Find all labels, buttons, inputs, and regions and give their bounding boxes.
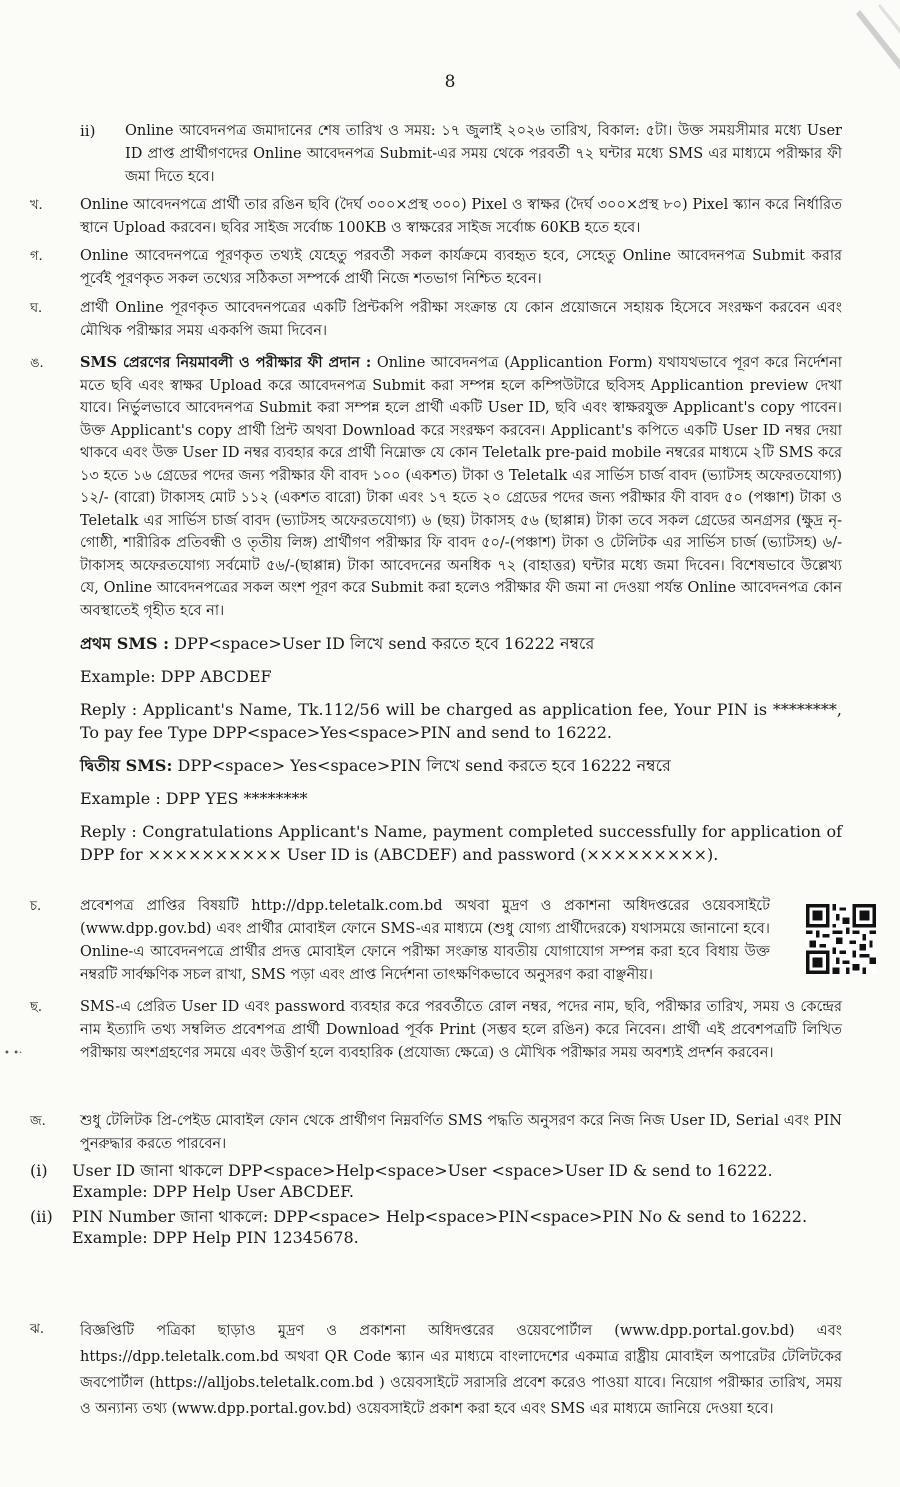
- item-marker: জ.: [30, 1114, 46, 1129]
- list-item-marker: (ii): [30, 1207, 53, 1226]
- item-marker: ঘ.: [30, 301, 43, 316]
- list-item: [30, 1160, 842, 1181]
- item-jha: [30, 1318, 842, 1422]
- list-item-text: User ID জানা থাকলে DPP<space>Help<space>User <space>User ID & send to 16222.: [72, 1161, 773, 1180]
- sms-rules-heading: SMS প্রেরণের নিয়মাবলী ও পরীক্ষার ফী প্রদান :: [80, 354, 372, 371]
- list-item-text: PIN Number জানা থাকলে: DPP<space> Help<space>PIN<space>PIN No & send to 16222.: [72, 1207, 808, 1226]
- first-sms-example: Example: DPP ABCDEF: [80, 667, 272, 686]
- item-chha: [30, 996, 842, 1065]
- item-text: বিজ্ঞপ্তিটি পত্রিকা ছাড়াও মুদ্রণ ও প্রকাশনা অধিদপ্তরের ওয়েবপোর্টাল (www.dpp.portal.gov.bd) এবং https://dpp.teletalk.com.bd অথবা QR Code স্ক্যান এর মাধ্যমে বাংলাদেশের একমাত্র রাষ্ট্রীয় মোবাইল অপারেটর টেলিটকের জবপোর্টাল (https://alljobs.teletalk.com.bd ) ওয়েবসাইটে সরাসরি প্রবেশ করেও পাওয়া যাবে। নিয়োগ পরীক্ষার তারিখ, সময় ও অন্যান্য তথ্য (www.dpp.portal.gov.bd) ওয়েবসাইটে প্রকাশ করা হবে এবং SMS এর মাধ্যমে জানিয়ে দেওয়া হবে।: [80, 1323, 842, 1417]
- list-item: [30, 1206, 842, 1227]
- item-text: Online আবেদনপত্রে পূরণকৃত তথ্যই যেহেতু পরবর্তী সকল কার্যক্রমে ব্যবহৃত হবে, সেহেতু Online আবেদনপত্র Submit করার পূর্বেই পূরণকৃত সকল তথ্যের সঠিকতা সম্পর্কে প্রার্থী নিজে শতভাগ নিশ্চিত হবেন।: [80, 248, 842, 287]
- item-text: Online আবেদনপত্রে প্রার্থী তার রঙিন ছবি (দৈর্ঘ ৩০০×প্রস্থ ৩০০) Pixel ও স্বাক্ষর (দৈর্ঘ ৩০০×প্রস্থ ৮০) Pixel স্ক্যান করে নির্ধারিত স্থানে Upload করবেন। ছবির সাইজ সর্বোচ্চ 100KB ও স্বাক্ষরের সাইজ সর্বোচ্চ 60KB হতে হবে।: [80, 197, 842, 236]
- item-text: [80, 352, 842, 622]
- sms-rules-text: Online আবেদনপত্র (Applicantion Form) যথাযথভাবে পূরণ করে নির্দেশনা মতে ছবি এবং স্বাক্ষর Upload করে আবেদনপত্র Submit করা সম্পন্ন হলে কম্পিউটারে ছবিসহ Applicantion preview দেখা যাবে। নির্ভুলভাবে আবেদনপত্র Submit করা সম্পন্ন হলে প্রার্থী একটি User ID, ছবি এবং স্বাক্ষরযুক্ত Applicant's copy পাবেন। উক্ত Applicant's copy প্রার্থী প্রিন্ট অথবা Download করে সংরক্ষণ করবেন। Applicant's কপিতে একটি User ID নম্বর দেয়া থাকবে এবং উক্ত User ID নম্বর ব্যবহার করে প্রার্থী নিম্নোক্ত যে কোন Teletalk pre-paid mobile নম্বরের মাধ্যমে ২টি SMS করে ১৩ হতে ১৬ গ্রেডের পদের জন্য পরীক্ষার ফী বাবদ ১০০ (একশত) টাকা ও Teletalk এর সার্ভিস চার্জ বাবদ (ভ্যাটসহ অফেরতযোগ্য) ১২/- (বারো) টাকাসহ মোট ১১২ (একশত বারো) টাকা এবং ১৭ হতে ২০ গ্রেডের পদের জন্য পরীক্ষার ফী বাবদ ৫০ (পঞ্চাশ) টাকা ও Teletalk এর সার্ভিস চার্জ বাবদ (ভ্যাটসহ অফেরতযোগ্য) ৬ (ছয়) টাকাসহ ৫৬ (ছাপ্পান্ন) টাকা তবে সকল গ্রেডের অনগ্রসর (ক্ষুদ্র নৃ-গোষ্ঠী, শারীরিক প্রতিবন্ধী ও তৃতীয় লিঙ্গ) প্রার্থীগণ পরীক্ষার ফি বাবদ ৫০/-(পঞ্চাশ) টাকা ও টেলিটক এর সার্ভিস চার্জ (ভ্যাটসহ) ৬/-টাকাসহ অফেরতযোগ্য সর্বমোট ৫৬/-(ছাপ্পান্ন) টাকা আবেদনের অনধিক ৭২ (বাহাত্তর) ঘন্টার মধ্যে জমা দিবেন। বিশেষভাবে উল্লেখ্য যে, Online আবেদনপত্রের সকল অংশ পূরণ করে Submit করা হলেও পরীক্ষার ফী জমা না দেওয়া পর্যন্ত Online আবেদনপত্র কোন অবস্থাতেই গৃহীত হবে না।: [80, 355, 842, 619]
- item-marker: চ.: [30, 899, 42, 914]
- second-sms-label: দ্বিতীয় SMS:: [80, 756, 173, 775]
- first-sms-label: প্রথম SMS :: [80, 634, 170, 653]
- item-text: শুধু টেলিটক প্রি-পেইড মোবাইল ফোন থেকে প্রার্থীগণ নিম্নবর্ণিত SMS পদ্ধতি অনুসরণ করে নিজ নিজ User ID, Serial এবং PIN পুনরুদ্ধার করতে পারবেন।: [80, 1113, 842, 1152]
- item-marker: ii): [80, 122, 96, 140]
- item-text: প্রবেশপত্র প্রাপ্তির বিষয়টি http://dpp.teletalk.com.bd অথবা মুদ্রণ ও প্রকাশনা অধিদপ্তরের ওয়েবসাইটে (www.dpp.gov.bd) এবং প্রার্থীর মোবাইল ফোনে SMS-এর মাধ্যমে (শুধু যোগ্য প্রার্থীদেরকে) যথাসময়ে জানানো হবে। Online-এ আবেদনপত্রে প্রার্থীর প্রদত্ত মোবাইল ফোনে পরীক্ষা সংক্রান্ত যাবতীয় যোগাযোগ সম্পন্ন করা হবে বিধায় উক্ত নম্বরটি সার্বক্ষণিক সচল রাখা, SMS পড়া এবং প্রাপ্ত নির্দেশনা তাৎক্ষণিকভাবে অনুসরণ করা বাঞ্ছনীয়।: [80, 898, 770, 983]
- scan-speck: • •·: [4, 1048, 23, 1059]
- second-sms: [80, 754, 842, 777]
- item-ga: [30, 245, 842, 291]
- list-item-example: Example: DPP Help User ABCDEF.: [72, 1182, 354, 1201]
- item-gha: [30, 297, 842, 343]
- second-sms-text: DPP<space> Yes<space>PIN লিখে send করতে হবে 16222 নম্বরে: [177, 756, 671, 775]
- first-sms: [80, 632, 842, 655]
- item-text: SMS-এ প্রেরিত User ID এবং password ব্যবহার করে পরবর্তীতে রোল নম্বর, পদের নাম, ছবি, পরীক্ষার তারিখ, সময় ও কেন্দ্রের নাম ইত্যাদি তথ্য সম্বলিত প্রবেশপত্র প্রার্থী Download পূর্বক Print (সম্ভব হলে রঙিন) করে নিবেন। প্রার্থী এই প্রবেশপত্রটি লিখিত পরীক্ষায় অংশগ্রহণের সময়ে এবং উত্তীর্ণ হলে ব্যবহারিক (প্রযোজ্য ক্ষেত্রে) ও মৌখিক পরীক্ষার সময় অবশ্যই প্রদর্শন করবেন।: [80, 999, 842, 1061]
- first-sms-reply: Reply : Applicant's Name, Tk.112/56 will be charged as application fee, Your PIN is ********, To pay fee Type DPP<space>Yes<space>PIN and send to 16222.: [80, 700, 842, 742]
- second-sms-example: Example : DPP YES ********: [80, 789, 308, 808]
- item-text: প্রার্থী Online পূরণকৃত আবেদনপত্রের একটি প্রিন্টকপি পরীক্ষা সংক্রান্ত যে কোন প্রয়োজনে সহায়ক হিসেবে সংরক্ষণ করবেন এবং মৌখিক পরীক্ষার সময় এককপি জমা দিবেন।: [80, 300, 842, 339]
- page-number: 8: [444, 72, 456, 92]
- recovery-list: [30, 1160, 842, 1248]
- item-marker: খ.: [30, 198, 43, 213]
- item-ja: [30, 1110, 842, 1252]
- item-marker: ঙ.: [30, 356, 44, 371]
- item-cha: [30, 895, 770, 987]
- second-sms-reply: Reply : Congratulations Applicant's Name, payment completed successfully for application of DPP for ×××××××××× User ID is (ABCDEF) and password (×××××××××).: [80, 822, 842, 864]
- item-marker: গ.: [30, 249, 43, 264]
- item-text: Online আবেদনপত্র জমাদানের শেষ তারিখ ও সময়: ১৭ জুলাই ২০২৬ তারিখ, বিকাল: ৫টা। উক্ত সময়সীমার মধ্যে User ID প্রাপ্ত প্রার্থীগণদের Online আবেদনপত্র Submit-এর সময় থেকে পরবর্তী ৭২ ঘন্টার মধ্যে SMS এর মাধ্যমে পরীক্ষার ফী জমা দিতে হবে।: [125, 123, 842, 185]
- first-sms-text: DPP<space>User ID লিখে send করতে হবে 16222 নম্বরে: [174, 634, 595, 653]
- item-ii: [30, 120, 842, 189]
- item-kha: [30, 194, 842, 240]
- item-uma: [30, 352, 842, 876]
- item-marker: ছ.: [30, 1000, 43, 1015]
- item-marker: ঝ.: [30, 1322, 44, 1337]
- sms-instructions: [80, 632, 842, 866]
- list-item-marker: (i): [30, 1161, 48, 1180]
- qr-code-icon: [806, 904, 876, 974]
- list-item-example: Example: DPP Help PIN 12345678.: [72, 1228, 359, 1247]
